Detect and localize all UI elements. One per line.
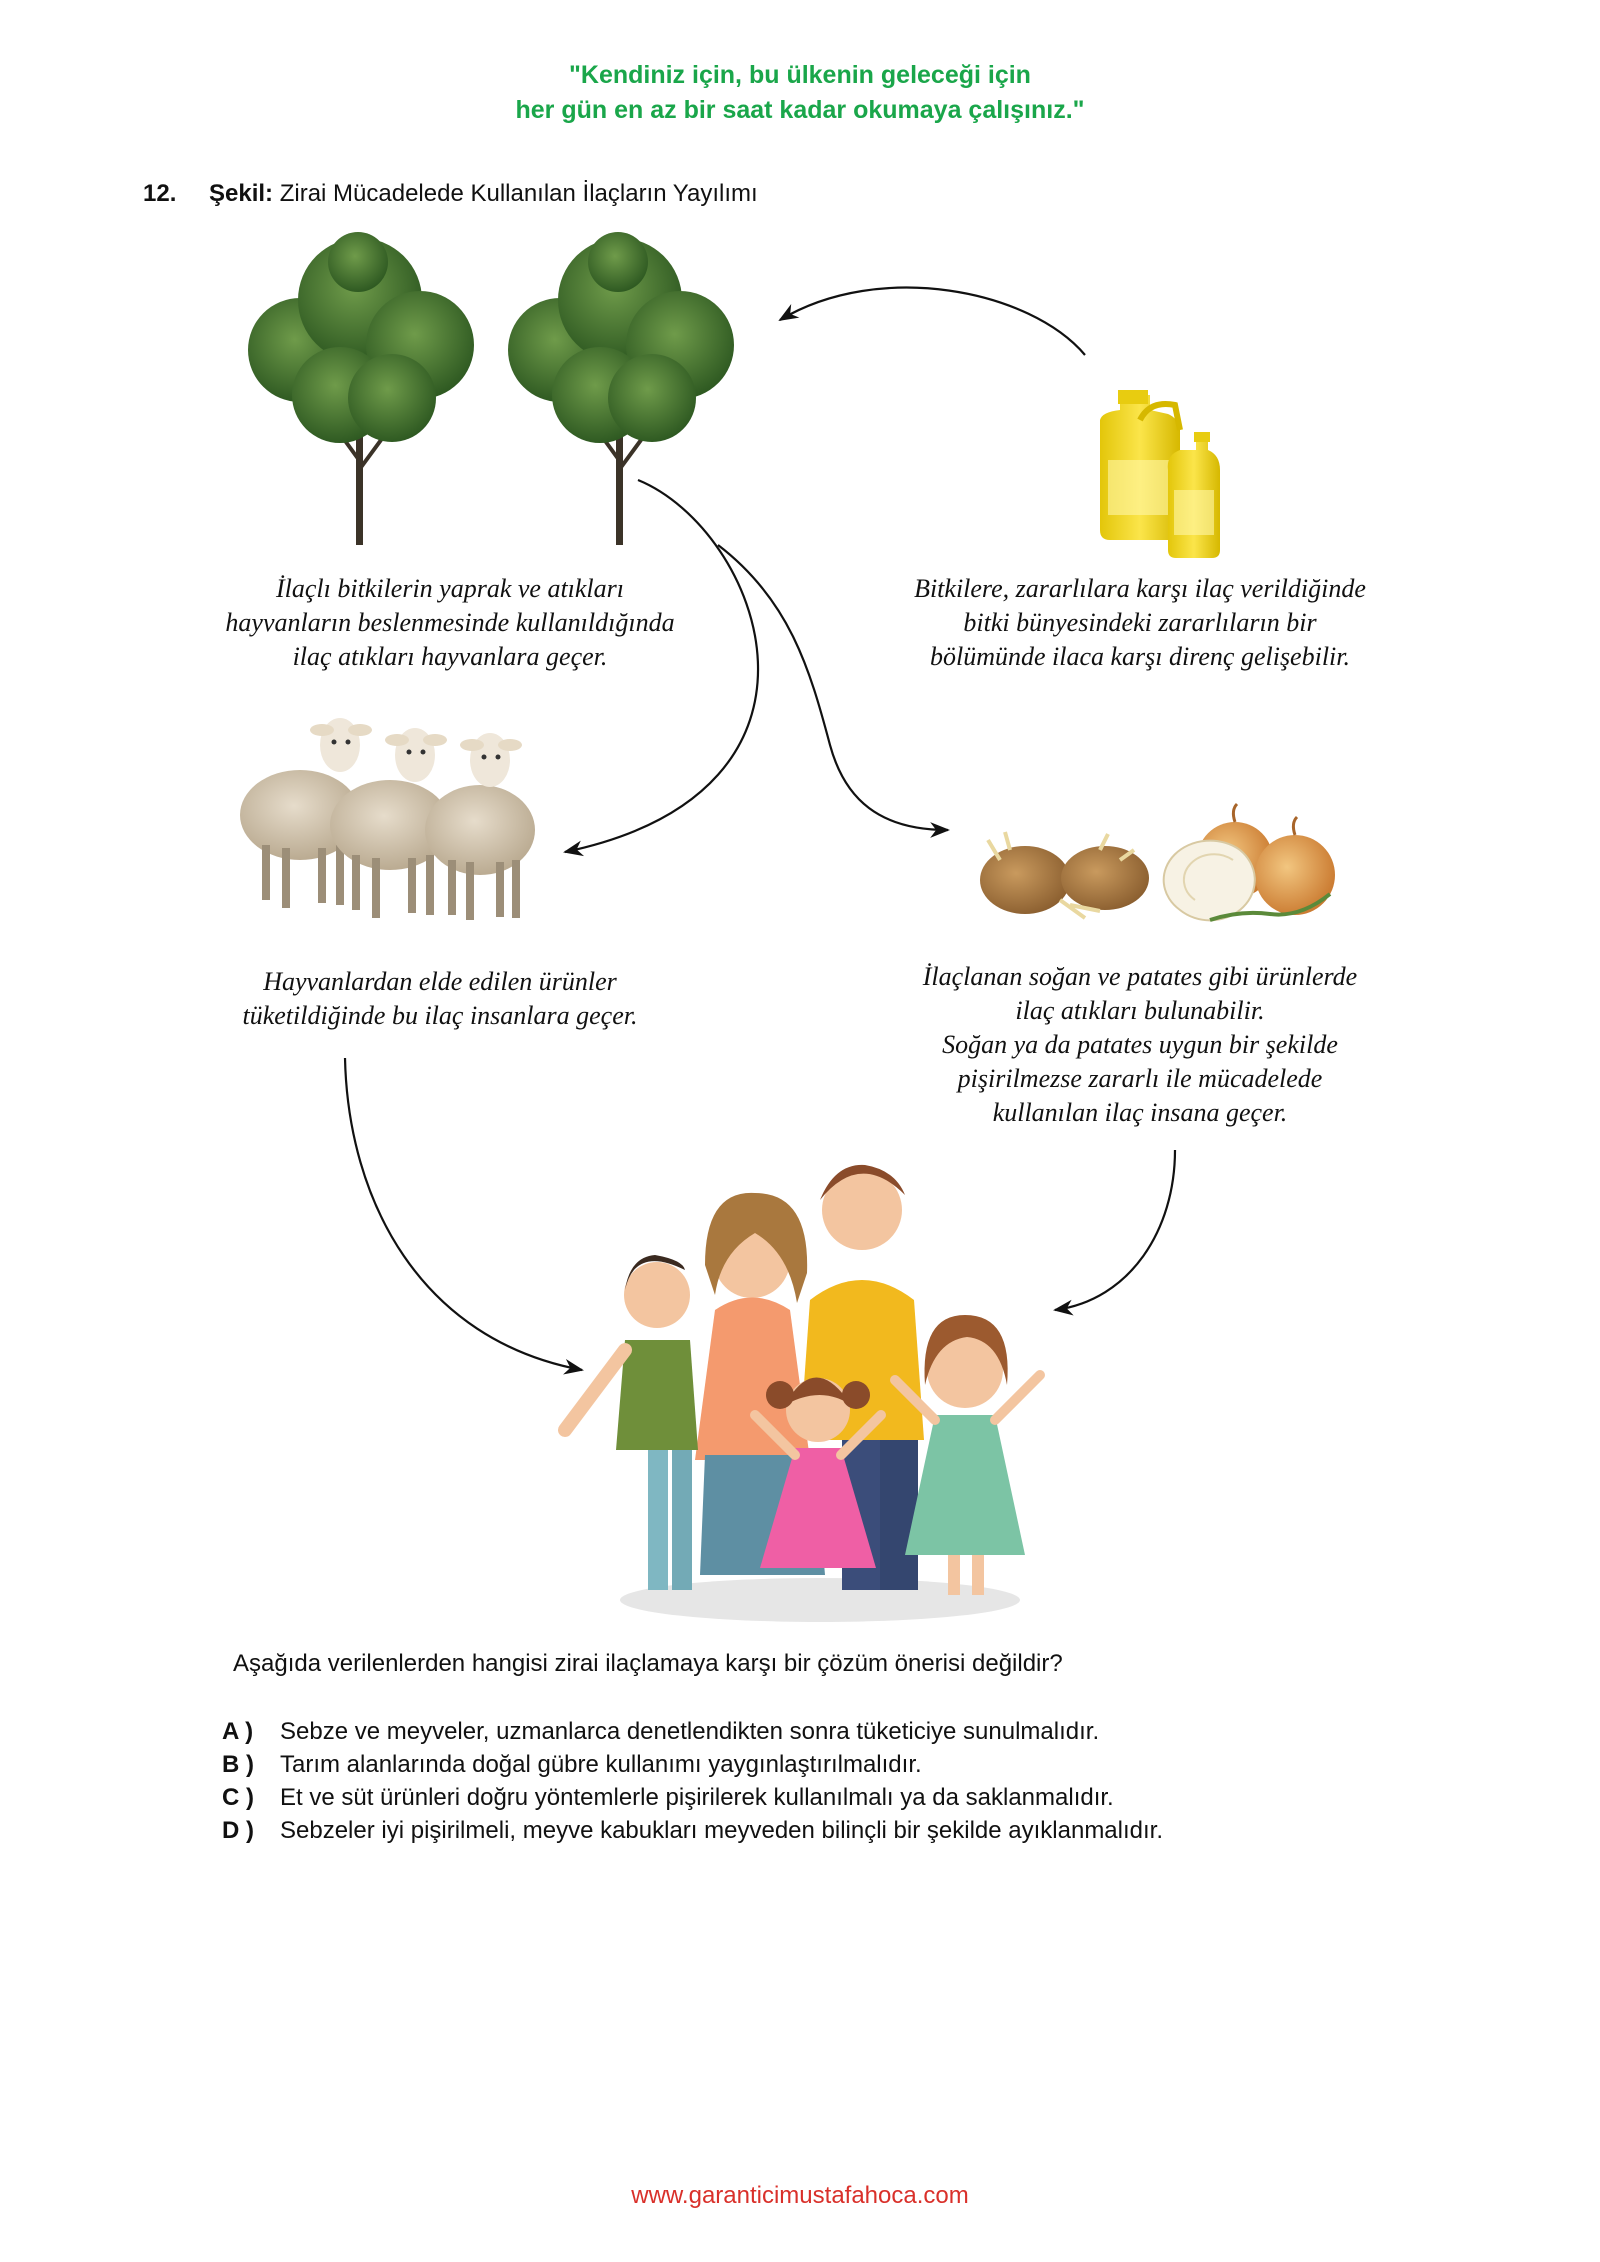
sheep-icon [240,718,535,920]
option-c[interactable] [222,1784,1114,1812]
caption-pesticide [860,572,1420,674]
option-letter: B ) [222,1751,254,1778]
caption-line: tüketildiğinde bu ilaç insanlara geçer. [242,1001,638,1030]
caption-line: hayvanların beslenmesinde kullanıldığında [225,608,675,637]
caption-line: İlaçlı bitkilerin yaprak ve atıkları [275,574,625,603]
arrow-pesticide-to-trees [780,288,1085,355]
motto-line-2: her gün en az bir saat kadar okumaya çalışınız." [515,96,1085,124]
motto-line-1: "Kendiniz için, bu ülkenin geleceği için [569,61,1031,89]
option-letter: A ) [222,1718,254,1745]
caption-trees [180,572,720,674]
option-text: Et ve süt ürünleri doğru yöntemlerle pişirilerek kullanılmalı ya da saklanmalıdır. [280,1784,1114,1811]
family-icon [565,1165,1040,1622]
option-text: Tarım alanlarında doğal gübre kullanımı yaygınlaştırılmalıdır. [280,1751,922,1778]
question-prompt: Aşağıda verilenlerden hangisi zirai ilaçlamaya karşı bir çözüm önerisi değildir? [233,1650,1063,1677]
option-b[interactable] [222,1751,922,1779]
option-letter: D ) [222,1817,254,1844]
option-text: Sebzeler iyi pişirilmeli, meyve kabukları meyveden bilinçli bir şekilde ayıklanmalıdır. [280,1817,1164,1844]
caption-line: Hayvanlardan elde edilen ürünler [263,967,617,996]
tree-icon [248,232,474,545]
figure-label: Şekil: [209,180,274,207]
arrow-vegetables-to-family [1055,1150,1175,1310]
potato-icon [980,832,1149,918]
caption-line: Soğan ya da patates uygun bir şekilde [942,1030,1338,1059]
tree-icon [508,232,734,545]
caption-line: kullanılan ilaç insana geçer. [992,1098,1288,1127]
option-text: Sebze ve meyveler, uzmanlarca denetlendikten sonra tüketiciye sunulmalıdır. [280,1718,1100,1745]
arrow-sheep-to-family [345,1058,582,1370]
footer-url[interactable]: www.garanticimustafahoca.com [631,2182,969,2209]
figure-title: Zirai Mücadelede Kullanılan İlaçların Yayılımı [279,180,758,207]
caption-line: bitki bünyesindeki zararlıların bir [963,608,1317,637]
caption-sheep [180,965,700,1033]
option-a[interactable] [222,1718,1099,1746]
caption-line: ilaç atıkları bulunabilir. [1015,996,1265,1025]
pesticide-bottles-icon [1100,390,1220,558]
option-letter: C ) [222,1784,254,1811]
caption-line: İlaçlanan soğan ve patates gibi ürünlerde [922,962,1358,991]
onion-icon [1164,804,1335,920]
caption-vegetables [860,960,1420,1130]
caption-line: Bitkilere, zararlılara karşı ilaç verildiğinde [914,574,1366,603]
caption-line: pişirilmezse zararlı ile mücadelede [957,1064,1323,1093]
option-d[interactable] [222,1817,1163,1845]
question-number: 12. [143,180,177,207]
caption-line: bölümünde ilaca karşı direnç gelişebilir. [929,642,1351,671]
caption-line: ilaç atıkları hayvanlara geçer. [292,642,608,671]
